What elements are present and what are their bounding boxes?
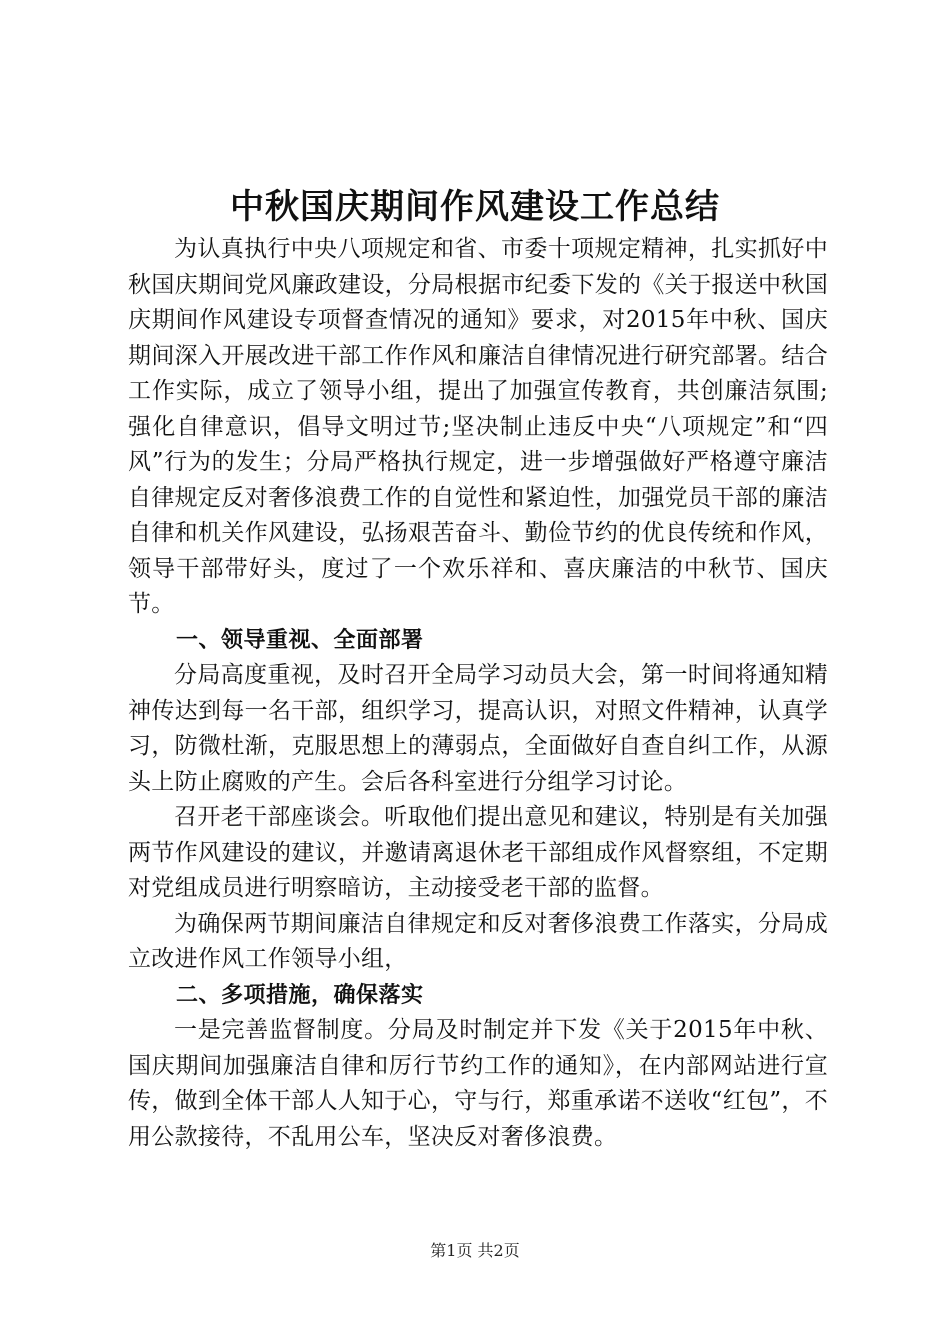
paragraph-section1-a: 分局高度重视，及时召开全局学习动员大会，第一时间将通知精神传达到每一名干部，组织学习，提高认识，对照文件精神，认真学习，防微杜渐，克服思想上的薄弱点，全面做好自查自纠工作，从源头上防止腐败的产生。会后各科室进行分组学习讨论。 <box>128 662 828 795</box>
paragraph-intro: 为认真执行中央八项规定和省、市委十项规定精神，扎实抓好中秋国庆期间党风廉政建设，分局根据市纪委下发的《关于报送中秋国庆期间作风建设专项督查情况的通知》要求，对2015年中秋、国庆期间深入开展改进干部工作作风和廉洁自律情况进行研究部署。结合工作实际，成立了领导小组，提出了加强宣传教育，共创廉洁氛围;强化自律意识，倡导文明过节;坚决制止违反中央“八项规定”和“四风”行为的发生；分局严格执行规定，进一步增强做好严格遵守廉洁自律规定反对奢侈浪费工作的自觉性和紧迫性，加强党员干部的廉洁自律和机关作风建设，弘扬艰苦奋斗、勤俭节约的优良传统和作风，领导干部带好头，度过了一个欢乐祥和、喜庆廉洁的中秋节、国庆节。 <box>128 236 828 617</box>
section-heading-2: 二、多项措施，确保落实 <box>176 982 424 1008</box>
document-body <box>128 232 828 1155</box>
page-number-footer: 第1页 共2页 <box>430 1241 520 1260</box>
paragraph-section1-b: 召开老干部座谈会。听取他们提出意见和建议，特别是有关加强两节作风建设的建议，并邀请离退休老干部组成作风督察组，不定期对党组成员进行明察暗访，主动接受老干部的监督。 <box>128 804 828 901</box>
paragraph-section2-a: 一是完善监督制度。分局及时制定并下发《关于2015年中秋、国庆期间加强廉洁自律和厉行节约工作的通知》，在内部网站进行宣传，做到全体干部人人知于心，守与行，郑重承诺不送收“红包”，不用公款接待，不乱用公车，坚决反对奢侈浪费。 <box>128 1017 828 1150</box>
paragraph-section1-c: 为确保两节期间廉洁自律规定和反对奢侈浪费工作落实，分局成立改进作风工作领导小组， <box>128 910 828 972</box>
document-title: 中秋国庆期间作风建设工作总结 <box>230 187 720 227</box>
section-heading-1: 一、领导重视、全面部署 <box>176 627 424 653</box>
